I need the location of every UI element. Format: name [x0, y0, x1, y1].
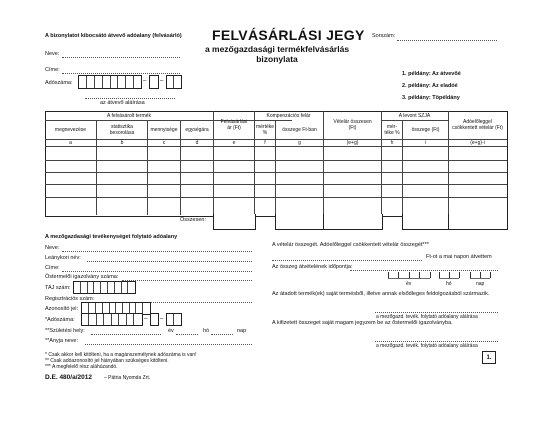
col-comp-amount-header: összege Ft-ban — [282, 127, 317, 133]
letter-b: b — [120, 140, 124, 146]
letter-c: c — [162, 140, 166, 146]
serial-field[interactable] — [397, 40, 497, 41]
seller-address-field[interactable] — [62, 271, 252, 272]
seller-taj-label: TAJ szám: — [45, 285, 71, 291]
birth-year-field[interactable] — [176, 334, 198, 335]
issuer-label: A bizonylatot kibocsátó átvevő adóalany (felvásárló) — [45, 33, 182, 39]
seller-id-label: Azonosító jel: — [45, 306, 79, 312]
total-vat-cell[interactable] — [402, 214, 450, 230]
printer-name: – Pátria Nyomda Zrt. — [104, 375, 151, 381]
serial-label: Sorszám: — [372, 33, 396, 39]
date-year-label: év — [406, 281, 412, 287]
form-title: FELVÁSÁRLÁSI JEGY — [212, 27, 365, 43]
birth-place-label: **Születési hely: — [45, 328, 85, 334]
page-number: 1. — [482, 351, 496, 364]
seller-licence-field[interactable] — [122, 280, 252, 281]
price-text: A vételár összegét. Adóelőleggel csökkentett vételár összegét*** — [272, 242, 429, 248]
copy-2: 2. példány: Az eladóé — [402, 83, 458, 89]
col-name-header: megnevezése — [54, 127, 87, 133]
letter-f: f — [264, 140, 266, 146]
seller-maiden-field[interactable] — [87, 261, 252, 262]
receiver-signature-field[interactable] — [85, 98, 175, 99]
signature-label-1: a mezőgazd. tevék. folytató adóalany aláírása — [376, 314, 478, 320]
issuer-taxnum-label: Adószáma: — [45, 80, 73, 86]
issuer-name-label: Neve: — [45, 51, 60, 57]
col-unit-price-header: egységára — [185, 127, 209, 133]
copy-3: 3. példány: Töpéldány — [402, 95, 460, 101]
letter-i: i — [424, 140, 427, 146]
letter-h: h — [390, 140, 394, 146]
total-net-cell[interactable] — [448, 214, 508, 230]
paid-text: Ft-ot a mai napon átvettem — [426, 254, 492, 260]
total-price-cell[interactable] — [323, 214, 383, 230]
col-stat-header: statisztika besorolása — [109, 124, 135, 136]
seller-name-label: Neve: — [45, 245, 60, 251]
signature-field-1[interactable] — [375, 312, 498, 313]
birth-day-label: nap — [237, 328, 247, 334]
group-vat-header: A levont SZJA — [398, 113, 431, 119]
seller-licence-label: Őstermelői igazolvány száma: — [45, 274, 119, 280]
col-total-header: Vételár összesen (Ft) — [333, 119, 372, 131]
date-day-label: nap — [476, 281, 485, 287]
mother-name-label: **Anyja neve: — [45, 338, 79, 344]
payout-text: A kifizetett összeget saját magam jegyzem be az őstermelői igazolványba. — [272, 320, 453, 326]
form-subtitle-2: bizonylata — [256, 54, 298, 64]
seller-section-title: A mezőgazdasági tevékenységet folytató adóalany — [45, 234, 178, 240]
col-net-header: Adóelőleggel csökkentett vételár (Ft) — [452, 119, 503, 131]
letter-a: a — [69, 140, 72, 146]
letter-e: e — [232, 140, 236, 146]
birth-month-field[interactable] — [211, 334, 233, 335]
group-sold-header: A felvásárolt termék — [107, 113, 151, 119]
signature-label-2: a mezőgazd. tevék. folytató adóalany aláírása — [376, 343, 478, 349]
birth-year-label: év — [168, 328, 174, 334]
letter-eg-i: (e+g)-i — [470, 140, 485, 146]
price-amount-field[interactable] — [272, 260, 422, 261]
form-subtitle-1: a mezőgazdasági termékfelvásárlás — [204, 44, 350, 54]
letter-eg: (e+g) — [346, 140, 359, 146]
col-vat-rate-header: mér-téke % — [384, 124, 400, 136]
birth-month-label: hó — [203, 328, 210, 334]
total-purchase-cell[interactable] — [213, 214, 256, 230]
copy-1: 1. példány: Az átvevőé — [402, 71, 461, 77]
col-rate-header: mértéke % — [255, 124, 275, 136]
letter-g: g — [298, 140, 301, 146]
issuer-address-label: Címe: — [45, 67, 60, 73]
group-comp-header: Kompenzációs felár — [266, 113, 311, 119]
signature-field-2[interactable] — [375, 341, 498, 342]
seller-reg-label: Regisztrációs szám: — [45, 296, 95, 302]
col-qty-header: mennyisége — [150, 127, 178, 133]
seller-tax-label: *Adószáma: — [45, 317, 75, 323]
footnote-2: ** Csak adóazonosító jel hiányában szükséges kitölteni. — [45, 358, 169, 364]
issuer-address-field[interactable] — [62, 73, 180, 74]
form-code: D.E. 480/a/2012 — [45, 374, 92, 381]
total-label: Összesen: — [180, 217, 206, 223]
footnote-1: * Csak akkor kell kitölteni, ha a magánszemélynek adószáma is van! — [45, 352, 197, 358]
total-comp-cell[interactable] — [275, 214, 325, 230]
col-purchase-header: Felvásárlási ár (Ft) — [220, 119, 248, 131]
date-text: Az összeg átvételének időpontja: — [272, 264, 353, 270]
declaration-text: Az átadott termék(ek) saját termésből, illetve annak elsődleges feldolgozásból származik. — [272, 291, 490, 297]
seller-name-field[interactable] — [62, 251, 252, 252]
issuer-name-field[interactable] — [62, 57, 180, 58]
seller-maiden-label: Leánykori név: — [45, 255, 81, 261]
letter-d: d — [195, 140, 199, 146]
receiver-signature-label: az átvevő aláírása — [100, 100, 145, 106]
birth-place-field[interactable] — [91, 334, 161, 335]
footnote-3: *** A megfelelő rész aláhúzandó. — [45, 364, 118, 370]
col-vat-amount-header: összege (Ft) — [411, 127, 440, 133]
date-month-label: hó — [446, 281, 452, 287]
seller-address-label: Címe: — [45, 265, 60, 271]
mother-name-field[interactable] — [85, 344, 252, 345]
date-underline — [350, 270, 498, 271]
